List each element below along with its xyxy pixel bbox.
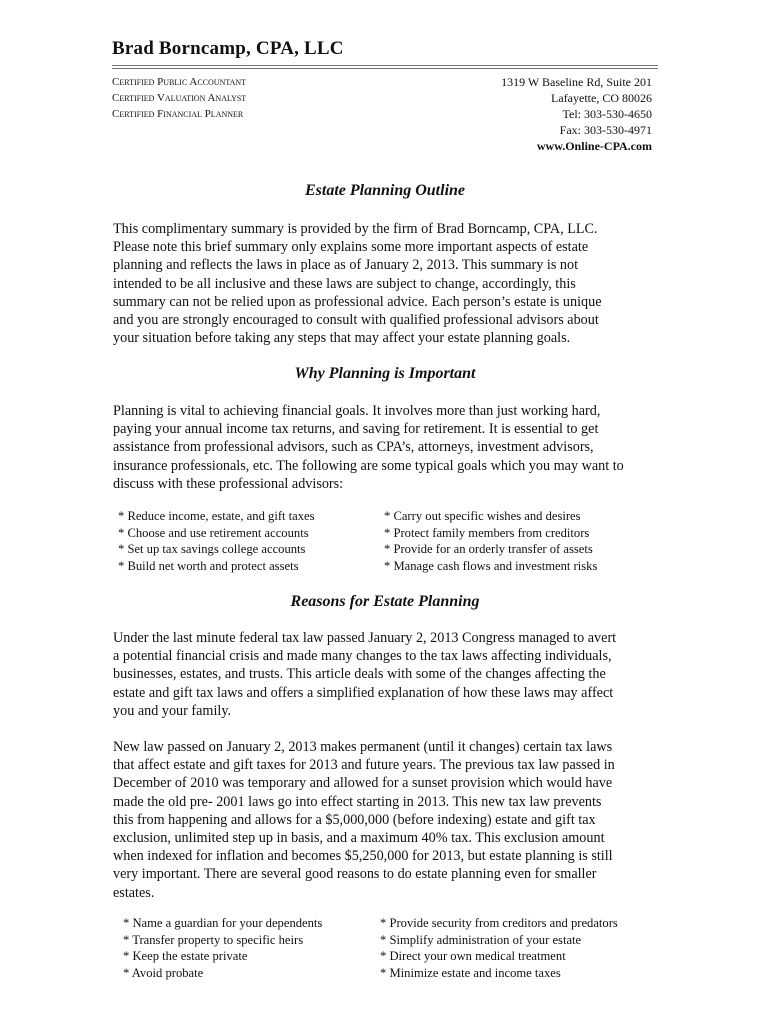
- list-item: * Carry out specific wishes and desires: [384, 509, 581, 523]
- list-item: * Minimize estate and income taxes: [380, 965, 561, 980]
- outline-paragraph: This complimentary summary is provided by the firm of Brad Borncamp, CPA, LLC. Please note this brief summary only explains some more important aspects of estate planning and reflects the laws in place as of January 2, 2013. This summary is not intended to be all inclusive and these laws are subject to change, accordingly, this summary can not be relied upon as professional advice. Each person’s estate is unique and you are strongly encouraged to consult with qualified professional advisors about your situation before taking any steps that may affect your estate planning goals.: [113, 221, 602, 347]
- list-item: * Protect family members from creditors: [384, 525, 590, 540]
- goals-list-left: [118, 508, 315, 574]
- address-city: Lafayette, CO 80026: [551, 91, 652, 105]
- address-block: [501, 74, 652, 154]
- list-item: * Provide for an orderly transfer of assets: [384, 542, 593, 556]
- list-item: * Keep the estate private: [123, 949, 248, 963]
- reasons-list-left: [123, 915, 322, 981]
- list-item: * Manage cash flows and investment risks: [384, 558, 598, 573]
- reasons-paragraph-2: New law passed on January 2, 2013 makes permanent (until it changes) certain tax laws that affect estate and gift taxes for 2013 and future years. The previous tax law passed in December of 2010 was temporary and allowed for a sunset provision which would have made the old pre- 2001 laws go into effect starting in 2013. This new tax law prevents this from happening and allows for a $5,000,000 (before indexing) estate and gift tax exclusion, unlimited step up in basis, and a maximum 40% tax. This exclusion amount when indexed for inflation and becomes $5,250,000 for 2013, but estate planning is still very important. There are several good reasons to do estate planning even for smaller estates.: [113, 739, 615, 901]
- list-item: * Build net worth and protect assets: [118, 558, 299, 573]
- list-item: * Transfer property to specific heirs: [123, 932, 304, 947]
- header-rule-bottom: [112, 68, 658, 69]
- goals-list-right: [384, 508, 597, 574]
- credential-cfp: Certified Financial Planner: [112, 108, 244, 120]
- address-fax: Fax: 303-530-4971: [559, 123, 652, 137]
- list-item: * Provide security from creditors and predators: [380, 916, 618, 930]
- address-street: 1319 W Baseline Rd, Suite 201: [501, 75, 652, 89]
- list-item: * Name a guardian for your dependents: [123, 916, 323, 930]
- heading-reasons-estate-planning: Reasons for Estate Planning: [290, 593, 480, 610]
- header-rule-top: [112, 65, 658, 66]
- credential-cva: Certified Valuation Analyst: [112, 92, 247, 104]
- credential-cpa: Certified Public Accountant: [112, 76, 247, 88]
- list-item: * Direct your own medical treatment: [380, 949, 566, 963]
- reasons-paragraph-1: Under the last minute federal tax law passed January 2, 2013 Congress managed to avert a potential financial crisis and made many changes to the tax laws affecting individuals, businesses, estates, and trusts. This article deals with some of the changes affecting the estate and gift tax laws and offers a simplified explanation of how these laws may affect you and your family.: [113, 630, 617, 719]
- heading-estate-planning-outline: Estate Planning Outline: [304, 182, 466, 199]
- reasons-list-right: [380, 915, 618, 981]
- list-item: * Set up tax savings college accounts: [118, 542, 306, 556]
- list-item: * Choose and use retirement accounts: [118, 525, 309, 540]
- list-item: * Simplify administration of your estate: [380, 932, 582, 947]
- why-paragraph: Planning is vital to achieving financial goals. It involves more than just working hard, paying your annual income tax returns, and saving for retirement. It is essential to get assistance from professional advisors, such as CPA’s, attorneys, investment advisors, insurance professionals, etc. The following are some typical goals which you may want to discuss with these professional advisors:: [113, 403, 624, 492]
- address-tel: Tel: 303-530-4650: [562, 107, 652, 121]
- heading-why-planning: Why Planning is Important: [294, 365, 476, 382]
- list-item: * Reduce income, estate, and gift taxes: [118, 509, 315, 523]
- list-item: * Avoid probate: [123, 965, 204, 980]
- firm-name: Brad Borncamp, CPA, LLC: [112, 38, 344, 59]
- website-link[interactable]: www.Online-CPA.com: [536, 139, 652, 153]
- credentials-block: [112, 74, 246, 122]
